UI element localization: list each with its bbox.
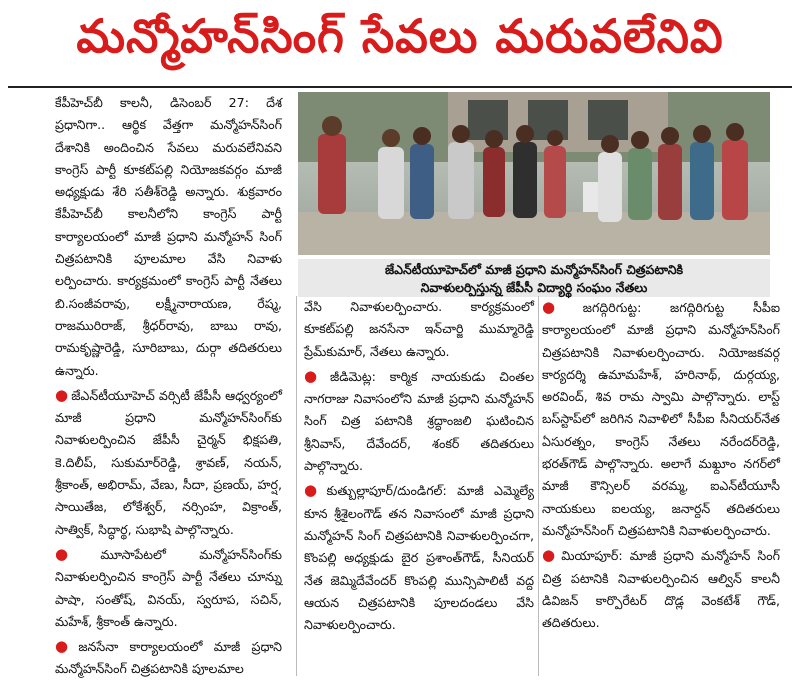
news-item-moosapet: ● మూసాపేటలో మన్మోహన్‌సింగ్‌కు నివాళులర్పించిన కాంగ్రెస్ పార్టీ నేతలు చూన్ను పాషా, సంతోష్, వినయ్, స్వరూప, సచిన్, మహేశ్, శ్రీకాంత్ ఉన్నారు. xyxy=(55,544,282,629)
caption-line-1: జేఎన్‌టీయూహెచ్‌లో మాజీ ప్రధాని మన్మోహన్‌సింగ్ చిత్రపటానికి xyxy=(385,262,683,277)
news-item-jagadgirigutta: ● జగద్గిరిగుట్ట: జగద్గిరిగుట్ట సీపీఐ కార్యాలయంలో మాజీ ప్రధాని మన్మోహన్‌సింగ్ చిత్రపటానికి నివాళులర్పించారు. నియోజకవర్గ కార్యదర్శి ఉమామహేశ్, హరినాథ్, దుర్గయ్య, అరవింద్, శివ రామ స్వామి పాల్గొన్నారు. లాస్ట్ బస్‌స్టాప్‌లో జరిగిన నివాళిలో సీపీఐ సీనియర్‌నేత ఏసురత్నం, కాంగ్రెస్ నేతలు నరేందర్‌రెడ్డి, భరత్‌గౌడ్ పాల్గొన్నారు. అలాగే మఖ్దూం నగర్‌లో మాజీ కౌన్సిలర్ వరమ్మ, ఐఎన్‌టీయూసీ నాయకులు ఐలయ్య, జనార్దన్ తదితరులు మన్మోహన్‌సింగ్ చిత్రపటానికి నివాళులర్పించారు. xyxy=(542,298,781,538)
news-item-janasena: ● జనసేనా కార్యాలయంలో మాజీ ప్రధాని మన్మోహన్‌సింగ్ చిత్రపటానికి పూలమాల xyxy=(55,637,282,677)
bullet-icon: ● xyxy=(304,481,324,500)
news-item-jeedimetla: ● జీడిమెట్ల: కార్మిక నాయకుడు చింతల నాగరాజు నివాసంలోని మాజీ ప్రధాని మన్మోహన్ సింగ్ చిత్ర పటానికి శ్రద్ధాంజలి ఘటించిన శ్రీనివాస్, దేవేందర్, శంకర్ తదితరులు పాల్గొన్నారు. xyxy=(304,366,534,474)
article-continuation: వేసి నివాళులర్పించారు. కార్యక్రమంలో కూకట్‌పల్లి జనసేనా ఇన్‌చార్జి ముమ్మారెడ్డి ప్రేమ్‌కుమార్, నేతలు ఉన్నారు. xyxy=(304,299,534,359)
bullet-icon: ● xyxy=(55,544,98,563)
bullet-icon: ● xyxy=(55,385,69,404)
news-photo xyxy=(298,92,770,255)
caption-line-2: నివాళులర్పిస్తున్న జేపీసీ విద్యార్థి సంఘం నేతలు xyxy=(420,280,648,295)
article-intro: కేపీహెచ్‌బీ కాలనీ, డిసెంబర్ 27: దేశ ప్రధానిగా.. ఆర్థిక వేత్తగా మన్మోహన్‌సింగ్ దేశానికి అందించిన సేవలు మరువలేనివని కాంగ్రెస్ పార్టీ కూకట్‌పల్లి నియోజకవర్గం మాజీ అధ్యక్షుడు శేరి సతీశ్‌రెడ్డి అన్నారు. శుక్రవారం కేపీహెచ్‌బీ కాలనీలోని కాంగ్రెస్ పార్టీ కార్యాలయంలో మాజీ ప్రధాని మన్మోహన్ సింగ్ చిత్రపటానికి పూలమాల వేసి నివాళు లర్పించారు. కార్యక్రమంలో కాంగ్రెస్ పార్టీ నేతలు బి.సంజీవరావు, లక్ష్మీనారాయణ, రేష్మ, రాజమురిరాజ్, శ్రీధర్‌రావు, బాబు రావు, రామకృష్ణారెడ్డి, సూరిబాబు, దుర్గా తదితరులు ఉన్నారు. xyxy=(55,95,282,378)
article-column-2 xyxy=(304,296,534,638)
news-item-jntuh: ● జేఎన్‌టీయూహెచ్ వర్సిటీ జేపీసీ ఆధ్వర్యంలో మాజీ ప్రధాని మన్మోహన్‌సింగ్‌కు నివాళులర్పించిన జేపీసీ చైర్మన్ భిక్షపతి, కె.దిలీప్, సుకుమార్‌రెడ్డి, శ్రావణ్, నయన్, శ్రీకాంత్, అభిరామ్, వేణు, సీదా, ప్రణయ్, హర్ష, సాయితేజ, లోకేశ్వర్, నర్సింహ, విక్రాంత్, సాత్విక్, సిద్ధార్థ, సుభాషి పాల్గొన్నారు. xyxy=(55,385,282,537)
article-column-1 xyxy=(55,92,282,683)
news-item-quthbullapur: ● కుత్బుల్లాపూర్/దుండిగల్: మాజీ ఎమ్మెల్యే కూన శ్రీశైలంగౌడ్ తన నివాసంలో మాజీ ప్రధాని మన్మోహన్ సింగ్ చిత్రపటానికి నివాళులర్పించగా, కొంపల్లి అధ్యక్షుడు బైర ప్రశాంత్‌గౌడ్, సీనియర్ నేత జెమ్మిదేవేందర్ కొంపల్లి మున్సిపాలిటీ వద్ద ఆయన చిత్రపటానికి పూలదండలు వేసి నివాళులర్పించారు. xyxy=(304,481,534,633)
news-item-miyapur: ● మియాపూర్: మాజీ ప్రధాని మన్మోహన్ సింగ్ చిత్ర పటానికి నివాళులర్పించిన ఆల్విన్ కాలనీ డివిజన్ కార్పొరేటర్ దొడ్ల వెంకటేశ్ గౌడ్, తదితరులు. xyxy=(542,546,780,631)
photo-caption xyxy=(298,259,770,297)
headline: మన్మోహన్‌సింగ్ సేవలు మరువలేనివి xyxy=(76,9,724,63)
column-divider xyxy=(296,296,297,676)
headline-rule xyxy=(8,86,792,88)
bullet-icon: ● xyxy=(55,637,76,656)
article-column-3 xyxy=(542,296,780,636)
bullet-icon: ● xyxy=(542,546,559,565)
bullet-icon: ● xyxy=(304,366,328,385)
column-divider xyxy=(538,296,539,676)
photo-illustration xyxy=(298,92,770,255)
bullet-icon: ● xyxy=(542,298,580,316)
